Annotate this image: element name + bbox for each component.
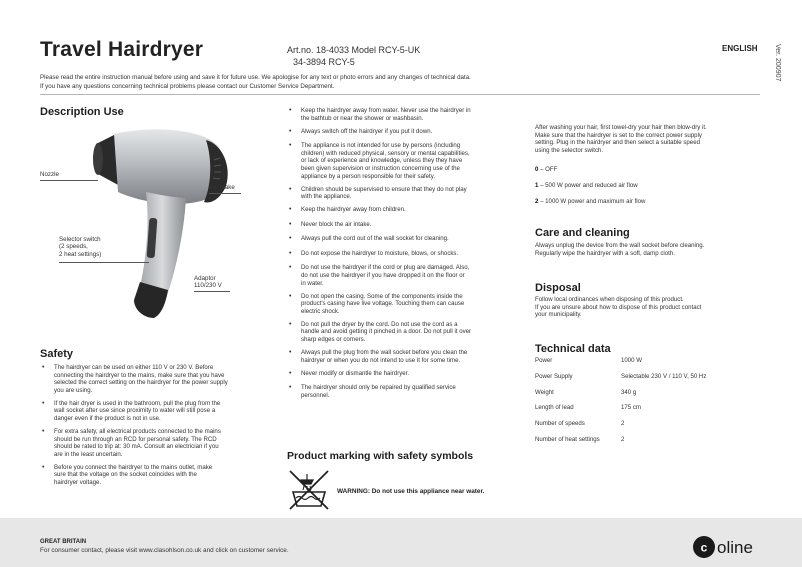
svg-text:c: c bbox=[700, 540, 708, 555]
hairdryer-icon bbox=[88, 122, 248, 322]
hairdryer-illustration bbox=[88, 122, 248, 322]
svg-text:oline: oline bbox=[717, 538, 753, 557]
care-heading: Care and cleaning bbox=[535, 227, 630, 239]
intro-line-1: Please read the entire instruction manual before using and save it for future use. We apologise for any text or photo errors and any changes of technical data. bbox=[40, 74, 471, 81]
table-row: Power Supply Selectable 230 V / 110 V, 50 Hz bbox=[535, 372, 707, 380]
label-air-intake: Air intake bbox=[209, 184, 235, 191]
list-item: • The hairdryer can be used on either 110 V or 230 V. Before connecting the hairdryer to the mains, make sure that you have selected the correct setting on the hairdryer for the power supply you are using. bbox=[40, 364, 276, 394]
air-intake-leader-line bbox=[209, 193, 241, 194]
usage-instructions: After washing your hair, first towel-dry your hair then blow-dry it. Make sure that the hairdryer is set to the correct power supply setting. Plug in the hairdryer and then select a suitable speed using the selector switch. bbox=[535, 124, 707, 154]
safety-list-middle bbox=[287, 107, 523, 405]
list-item: • Keep the hairdryer away from children. bbox=[287, 206, 523, 214]
table-row: Number of heat settings 2 bbox=[535, 435, 625, 443]
adaptor-leader-line bbox=[194, 291, 230, 292]
list-item: • Keep the hairdryer away from water. Never use the hairdryer in the bathtub or near the shower or washbasin. bbox=[287, 107, 523, 122]
list-item: • Do not pull the dryer by the cord. Do not use the cord as a handle and avoid getting it pinched in a door. Do not pull it over sharp edges or corners. bbox=[287, 321, 523, 344]
table-row: Number of speeds 2 bbox=[535, 420, 625, 428]
footer-country: GREAT BRITAIN bbox=[40, 539, 87, 545]
coline-logo bbox=[692, 534, 764, 560]
warning-text: WARNING: Do not use this appliance near water. bbox=[337, 488, 485, 495]
setting-0: 0 – OFF bbox=[535, 166, 558, 173]
setting-1: 1 – 500 W power and reduced air flow bbox=[535, 182, 638, 189]
list-item: • For extra safety, all electrical products connected to the mains should be run through an RCD for personal safety. The RCD should be rated to trip at: 30 mA. Consult an electrician if you are in the least uncertain. bbox=[40, 428, 276, 458]
list-item: • Do not open the casing. Some of the components inside the product's casing have live voltage. Touching them can cause electric shock. bbox=[287, 293, 523, 316]
disposal-heading: Disposal bbox=[535, 282, 581, 294]
coline-logo-icon bbox=[692, 534, 764, 560]
list-item: • Do not expose the hairdryer to moisture, blows, or shocks. bbox=[287, 250, 523, 258]
list-item: • Before you connect the hairdryer to the mains outlet, make sure that the voltage on the socket coincides with the hairdryer voltage. bbox=[40, 464, 276, 487]
list-item: • If the hair dryer is used in the bathroom, pull the plug from the wall socket after use since proximity to water will still pose a danger even if the product is not in use. bbox=[40, 400, 276, 423]
label-nozzle: Nozzle bbox=[40, 171, 59, 178]
label-selector-switch: Selector switch (2 speeds, 2 heat settings) bbox=[59, 236, 102, 258]
list-item: • The hairdryer should only be repaired by qualified service personnel. bbox=[287, 384, 523, 399]
page-title: Travel Hairdryer bbox=[40, 38, 204, 61]
marking-heading: Product marking with safety symbols bbox=[287, 450, 474, 462]
description-heading: Description Use bbox=[40, 106, 124, 118]
footer-band bbox=[0, 518, 802, 567]
footer-contact: For consumer contact, please visit www.clasohlson.co.uk and click on customer service. bbox=[40, 547, 289, 554]
disposal-text: Follow local ordinances when disposing of this product. If you are unsure about how to dispose of this product contact your municipality. bbox=[535, 296, 702, 319]
header-divider bbox=[40, 94, 760, 95]
version-label: Ver. 200907 bbox=[774, 44, 781, 82]
intro-line-2: If you have any questions concerning technical problems please contact our Customer Service Department. bbox=[40, 83, 335, 90]
article-number-line-2: 34-3894 RCY-5 bbox=[293, 57, 355, 67]
list-item: • Never modify or dismantle the hairdryer. bbox=[287, 370, 523, 378]
technical-data-table bbox=[535, 357, 706, 452]
technical-heading: Technical data bbox=[535, 343, 611, 355]
table-row: Length of lead 175 cm bbox=[535, 404, 641, 412]
list-item: • The appliance is not intended for use by persons (including children) with reduced physical, sensory or mental capabilities, or lack of experience and knowledge, unless they they have been given supervision or instruction concerning use of the appliance by a person responsible for their safety. bbox=[287, 142, 523, 180]
language-label: ENGLISH bbox=[722, 44, 758, 53]
list-item: • Never block the air intake. bbox=[287, 221, 523, 229]
list-item: • Children should be supervised to ensure that they do not play with the appliance. bbox=[287, 186, 523, 201]
setting-2: 2 – 1000 W power and maximum air flow bbox=[535, 198, 646, 205]
no-water-use-icon bbox=[287, 468, 331, 512]
table-row: Power 1000 W bbox=[535, 357, 643, 364]
safety-heading: Safety bbox=[40, 348, 74, 360]
no-water-symbol bbox=[287, 468, 331, 512]
selector-leader-line bbox=[59, 262, 149, 263]
nozzle-leader-line bbox=[40, 180, 98, 181]
table-row: Weight 340 g bbox=[535, 388, 637, 396]
list-item: • Always pull the cord out of the wall socket for cleaning. bbox=[287, 235, 523, 243]
care-text: Always unplug the device from the wall socket before cleaning. Regularly wipe the hairdryer with a soft, damp cloth. bbox=[535, 242, 705, 257]
article-number-line: Art.no. 18-4033 Model RCY-5-UK bbox=[287, 45, 421, 55]
list-item: • Do not use the hairdryer if the cord or plug are damaged. Also, do not use the hairdryer if you have dropped it on the floor or in water. bbox=[287, 264, 523, 287]
list-item: • Always pull the plug from the wall socket before you clean the hairdryer or when you do not intend to use it for some time. bbox=[287, 349, 523, 364]
label-adaptor: Adaptor 110/230 V bbox=[194, 275, 222, 290]
safety-list-left bbox=[40, 364, 276, 492]
list-item: • Always switch off the hairdryer if you put it down. bbox=[287, 128, 523, 136]
